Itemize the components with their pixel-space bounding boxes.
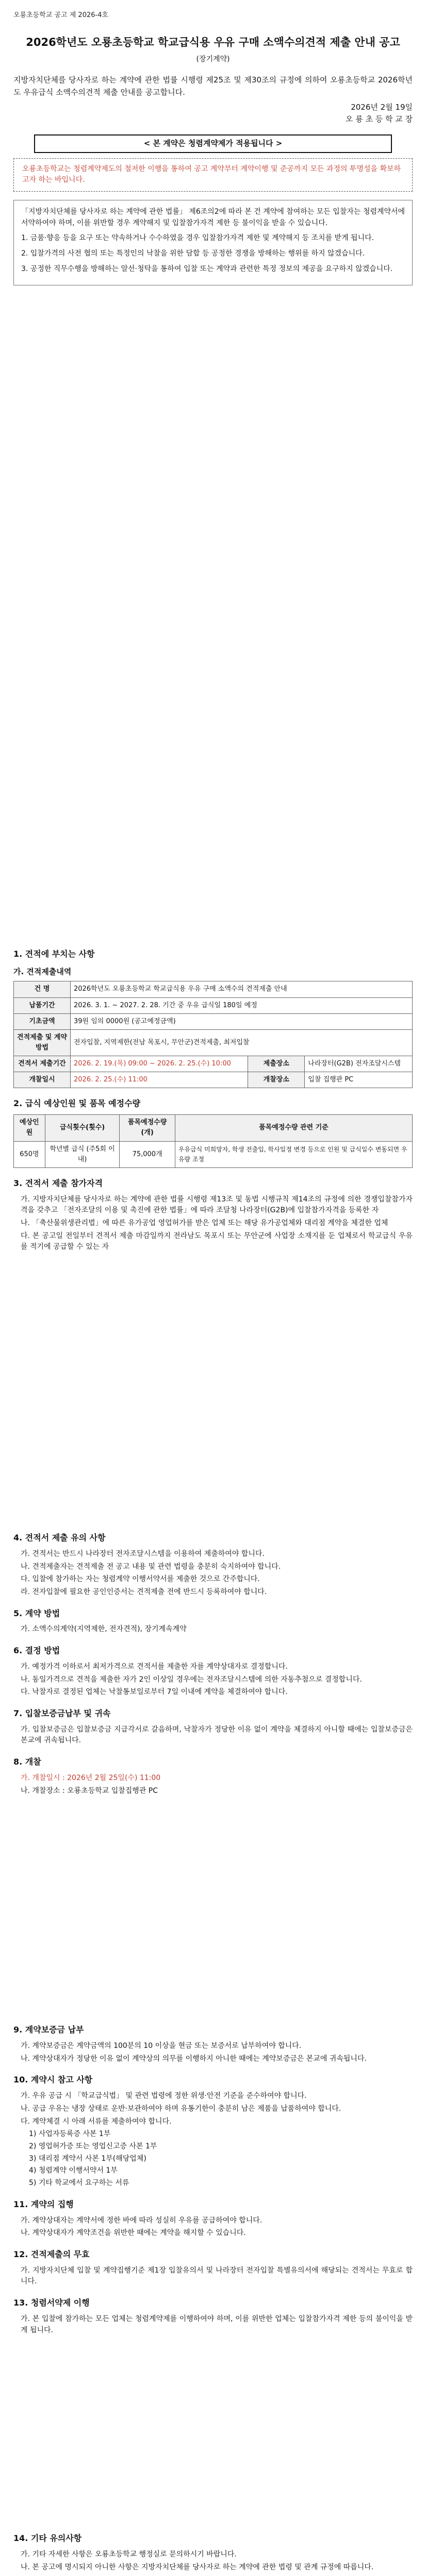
subsection-heading: 가. 견적제출내역 — [13, 967, 72, 977]
section-heading: 10. 계약시 참고 사항 — [13, 2075, 93, 2085]
list-item: 가. 계약상대자는 계약서에 정한 바에 따라 성실히 우유를 공급하여야 합니다. — [21, 2216, 263, 2225]
pledge-text: 「지방자치단체를 당사자로 하는 계약에 관한 법률」 제6조의2에 따라 본 건 계약에 참여하는 모든 입찰자는 청렴계약서에 서약하여야 하며, 이를 위반할 경우 계약해지 및 입찰참가자격 제한 등 불이익을 받을 수 있습니다. — [21, 208, 405, 227]
list-item: 다. 낙찰자로 결정된 업체는 낙찰통보일로부터 7일 이내에 계약을 체결하여야 합니다. — [21, 1688, 288, 1697]
list-item: 나. 「축산물위생관리법」에 따른 유가공업 영업허가를 받은 업체 또는 해당 유가공업체와 대리점 계약을 체결한 업체 — [21, 1219, 388, 1227]
list-subitem: 3) 대리점 계약서 사본 1부(해당업체) — [29, 2154, 146, 2163]
blank-space — [13, 1798, 413, 2014]
list-item: 다. 본 공고일 전일부터 견적서 제출 마감일까지 전라남도 목포시 또는 무안군에 사업장 소재지를 둔 업체로서 학교급식 우유를 적기에 공급할 수 있는 자 — [21, 1231, 413, 1251]
list-item: 나. 개찰장소 : 오룡초등학교 입찰집행관 PC — [21, 1786, 158, 1795]
page-subtitle: (장기계약) — [196, 55, 230, 63]
section-heading: 14. 기타 유의사항 — [13, 2533, 82, 2544]
list-item: 나. 계약상대자가 정당한 이유 없이 계약상의 의무를 이행하지 아니한 때에는 계약보증금은 본교에 귀속됩니다. — [21, 2054, 367, 2063]
table-row: 건 명 2026학년도 오룡초등학교 학교급식용 우유 구매 소액수의 견적제출 안내 — [14, 981, 413, 997]
list-item: 라. 전자입찰에 필요한 공인인증서는 견적제출 전에 반드시 등록하여야 합니다. — [21, 1587, 267, 1596]
blank-space — [13, 2337, 413, 2523]
list-subitem: 1) 사업자등록증 사본 1부 — [29, 2130, 111, 2139]
table-row: 견적제출 및 계약방법 전자입찰, 지역제한(전남 목포시, 무안군)견적제출, 최저입찰 — [14, 1029, 413, 1056]
list-item: 가. 본 입찰에 참가하는 모든 업체는 청렴계약제를 이행하여야 하며, 이를 위반한 업체는 입찰참가자격 제한 등의 불이익을 받게 됩니다. — [21, 2314, 413, 2334]
list-item: 가. 기타 자세한 사항은 오룡초등학교 행정실로 문의하시기 바랍니다. — [21, 2550, 237, 2559]
list-item: 다. 계약체결 시 아래 서류를 제출하여야 합니다. — [21, 2117, 172, 2126]
list-subitem: 2) 영업허가증 또는 영업신고증 사본 1부 — [29, 2142, 157, 2151]
pledge-text: 2. 입찰가격의 사전 협의 또는 특정인의 낙찰을 위한 담합 등 공정한 경쟁을 방해하는 행위를 하지 않겠습니다. — [21, 249, 365, 258]
section-heading: 4. 견적서 제출 유의 사항 — [13, 1533, 106, 1543]
intro-paragraph: 지방자치단체를 당사자로 하는 계약에 관한 법률 시행령 제25조 및 제30조의 규정에 의하여 오룡초등학교 2026학년도 우유급식 소액수의견적 제출 안내를 공고합니다. — [13, 75, 413, 97]
pledge-text: 1. 금품·향응 등을 요구 또는 약속하거나 수수하였을 경우 입찰참가자격 제한 및 계약해지 등 조치를 받게 됩니다. — [21, 234, 374, 243]
list-subitem: 5) 기타 학교에서 요구하는 서류 — [29, 2179, 129, 2188]
section-heading: 13. 청렴서약제 이행 — [13, 2298, 90, 2308]
list-item: 가. 소액수의계약(지역제한, 전자견적), 장기계속계약 — [21, 1625, 187, 1634]
table-row: 기초금액 39원 임의 0000원 (공고예정금액) — [14, 1013, 413, 1029]
bid-info-table — [13, 981, 413, 1088]
list-item: 나. 계약상대자가 계약조건을 위반한 때에는 계약을 해지할 수 있습니다. — [21, 2229, 246, 2238]
section-heading: 6. 결정 방법 — [13, 1646, 60, 1656]
table-row: 650명 학년별 급식 (주5회 이내) 75,000개 우유급식 미희망자, 학생 전출입, 학사일정 변경 등으로 인원 및 급식일수 변동되면 우유량 조정 — [14, 1141, 413, 1167]
list-subitem: 4) 청렴계약 이행서약서 1부 — [29, 2166, 118, 2175]
table-header-row: 예상인원 급식횟수(횟수) 품목예정수량(개) 품목예정수량 관련 기준 — [14, 1115, 413, 1141]
section-heading: 12. 견적제출의 무효 — [13, 2249, 90, 2259]
list-item: 가. 우유 공급 시 「학교급식법」 및 관련 법령에 정한 위생·안전 기준을 준수하여야 합니다. — [21, 2092, 307, 2100]
section-heading: 7. 입찰보증금납부 및 귀속 — [13, 1708, 111, 1718]
list-item: 나. 본 공고에 명시되지 아니한 사항은 지방자치단체를 당사자로 하는 계약에 관한 법령 및 관계 규정에 따릅니다. — [21, 2563, 374, 2571]
integrity-pledge-box — [13, 200, 413, 285]
section-heading: 5. 계약 방법 — [13, 1608, 60, 1618]
list-item: 가. 예정가격 이하로서 최저가격으로 견적서를 제출한 자를 계약상대자로 결정합니다. — [21, 1662, 288, 1671]
table-row: 개찰일시 2026. 2. 25.(수) 11:00 개찰장소 입찰 집행관 PC — [14, 1072, 413, 1088]
notice-date: 2026년 2월 19일 — [351, 102, 413, 112]
section-heading: 2. 급식 예상인원 및 품목 예정수량 — [13, 1098, 140, 1109]
pledge-text: 3. 공정한 직무수행을 방해하는 알선·청탁을 통하여 입찰 또는 계약과 관련한 특정 정보의 제공을 요구하지 않겠습니다. — [21, 264, 393, 273]
list-item: 나. 견적제출자는 견적제출 전 공고 내용 및 관련 법령을 충분히 숙지하여야 합니다. — [21, 1562, 281, 1571]
list-item: 나. 공급 우유는 냉장 상태로 운반·보관하여야 하며 유통기한이 충분히 남은 제품을 납품하여야 합니다. — [21, 2104, 341, 2113]
table-row: 납품기간 2026. 3. 1. ~ 2027. 2. 28. 기간 중 우유 급식일 180일 예정 — [14, 997, 413, 1013]
list-item: 가. 개찰일시 : 2026년 2월 25일(수) 11:00 — [21, 1773, 161, 1782]
table-row: 견적서 제출기간 2026. 2. 19.(목) 09:00 ~ 2026. 2. 25.(수) 10:00 제출장소 나라장터(G2B) 전자조달시스템 — [14, 1056, 413, 1072]
section-heading: 11. 계약의 집행 — [13, 2199, 74, 2209]
quantity-table — [13, 1114, 413, 1168]
list-item: 가. 지방자치단체를 당사자로 하는 계약에 관한 법률 시행령 제13조 및 동법 시행규칙 제14조의 규정에 의한 경쟁입찰참가자격을 갖추고 「전자조달의 이용 및 촉진에 관한 법률」에 따라 조달청 나라장터(G2B)에 입찰참가자격을 등록한 자 — [21, 1195, 413, 1215]
notice-org: 오 룡 초 등 학 교 장 — [345, 114, 413, 124]
list-item: 나. 동일가격으로 견적을 제출한 자가 2인 이상일 경우에는 전자조달시스템에 의한 자동추첨으로 결정합니다. — [21, 1675, 362, 1684]
integrity-callout-title: < 본 계약은 청렴계약제가 적용됩니다 > — [34, 134, 392, 152]
integrity-callout-body: 오룡초등학교는 청렴계약제도의 철저한 이행을 통하여 공고 계약부터 계약이행 및 준공까지 모든 과정의 투명성을 확보하고자 하는 바입니다. — [13, 158, 413, 192]
page-title: 2026학년도 오룡초등학교 학교급식용 우유 구매 소액수의견적 제출 안내 공고 — [26, 36, 400, 49]
section-heading: 8. 개찰 — [13, 1757, 41, 1767]
list-item: 가. 지방자치단체 입찰 및 계약집행기준 제1장 입찰유의서 및 나라장터 전자입찰 특별유의서에 해당되는 견적서는 무효로 합니다. — [21, 2266, 413, 2286]
section-heading: 3. 견적서 제출 참가자격 — [13, 1178, 103, 1188]
blank-space — [13, 1255, 413, 1522]
list-item: 다. 입찰에 참가하는 자는 청렴계약 이행서약서를 제출한 것으로 간주합니다. — [21, 1575, 260, 1584]
section-heading: 9. 계약보증금 납부 — [13, 2025, 84, 2035]
section-heading: 1. 견적에 부치는 사항 — [13, 949, 95, 959]
list-item: 가. 계약보증금은 계약금액의 100분의 10 이상을 현금 또는 보증서로 납부하여야 합니다. — [21, 2042, 302, 2050]
notice-number: 오룡초등학교 공고 제 2026-4호 — [13, 11, 109, 19]
blank-space — [13, 295, 413, 939]
list-item: 가. 견적서는 반드시 나라장터 전자조달시스템을 이용하여 제출하여야 합니다. — [21, 1549, 265, 1558]
list-item: 가. 입찰보증금은 입찰보증금 지급각서로 갈음하며, 낙찰자가 정당한 이유 없이 계약을 체결하지 아니할 때에는 입찰보증금은 본교에 귀속됩니다. — [21, 1725, 413, 1745]
